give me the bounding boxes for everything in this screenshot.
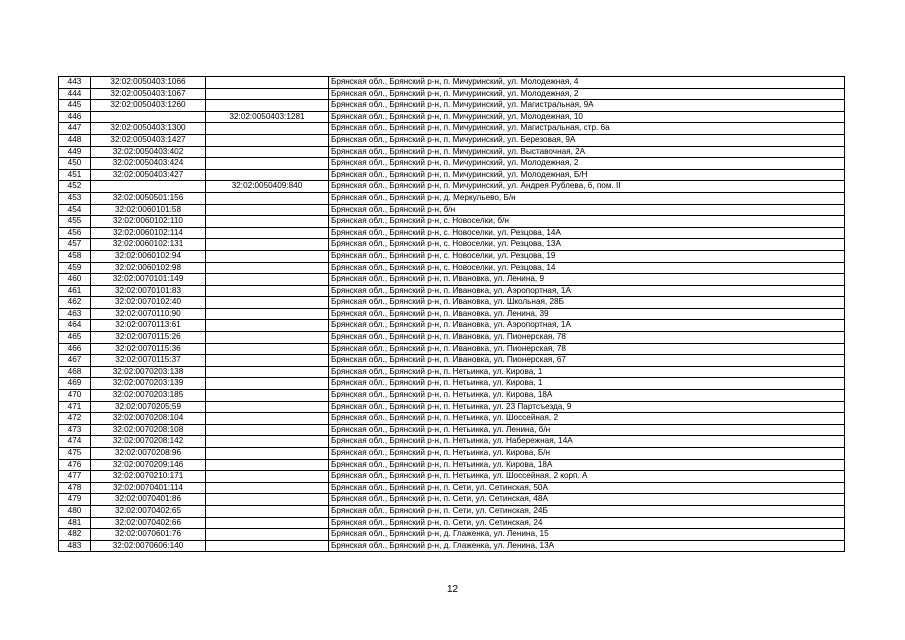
cadastral-number-cell: 32:02:0070115:37 [91, 355, 206, 367]
address-cell: Брянская обл., Брянский р-н, п. Мичуринский, ул. Молодежная, 2 [329, 158, 845, 170]
table-row [59, 123, 845, 135]
address-cell: Брянская обл., Брянский р-н, п. Ивановка, ул. Аэропортная, 1А [329, 320, 845, 332]
row-number-cell: 446 [59, 111, 91, 123]
row-number-cell: 474 [59, 436, 91, 448]
address-cell: Брянская обл., Брянский р-н, п. Мичуринский, ул. Андрея Рублева, 6, пом. II [329, 181, 845, 193]
cadastral-number-alt-cell [206, 146, 329, 158]
table-row [59, 517, 845, 529]
row-number-cell: 464 [59, 320, 91, 332]
cadastral-number-alt-cell [206, 308, 329, 320]
address-cell: Брянская обл., Брянский р-н, п. Ивановка, ул. Пионерская, 78 [329, 343, 845, 355]
cadastral-number-cell: 32:02:0050403:1300 [91, 123, 206, 135]
row-number-cell: 469 [59, 378, 91, 390]
cadastral-number-cell: 32:02:0070115:36 [91, 343, 206, 355]
address-cell: Брянская обл., Брянский р-н, п. Нетьинка, ул. Шоссейная, 2 [329, 413, 845, 425]
cadastral-number-alt-cell [206, 343, 329, 355]
cadastral-number-cell: 32:02:0070208:104 [91, 413, 206, 425]
row-number-cell: 483 [59, 540, 91, 552]
cadastral-number-alt-cell [206, 424, 329, 436]
cadastral-number-cell: 32:02:0060102:98 [91, 262, 206, 274]
address-cell: Брянская обл., Брянский р-н, п. Ивановка, ул. Ленина, 9 [329, 274, 845, 286]
cadastral-number-alt-cell [206, 192, 329, 204]
address-cell: Брянская обл., Брянский р-н, п. Мичуринский, ул. Выставочная, 2А [329, 146, 845, 158]
cadastral-number-cell: 32:02:0070401:114 [91, 482, 206, 494]
cadastral-number-cell: 32:02:0070402:65 [91, 505, 206, 517]
cadastral-number-alt-cell [206, 274, 329, 286]
table-row [59, 355, 845, 367]
cadastral-number-alt-cell [206, 332, 329, 344]
cadastral-number-alt-cell [206, 378, 329, 390]
address-cell: Брянская обл., Брянский р-н, п. Мичуринский, ул. Молодежная, 2 [329, 88, 845, 100]
cadastral-number-alt-cell [206, 540, 329, 552]
address-cell: Брянская обл., Брянский р-н, п. Сети, ул. Сетинская, 24 [329, 517, 845, 529]
address-cell: Брянская обл., Брянский р-н, с. Новоселки, б/н [329, 216, 845, 228]
cadastral-number-alt-cell [206, 413, 329, 425]
cadastral-number-alt-cell [206, 355, 329, 367]
cadastral-number-alt-cell [206, 158, 329, 170]
cadastral-number-alt-cell [206, 123, 329, 135]
address-cell: Брянская обл., Брянский р-н, д. Меркульево, Б/н [329, 192, 845, 204]
cadastral-number-alt-cell [206, 494, 329, 506]
property-table-body [59, 77, 845, 552]
cadastral-number-cell: 32:02:0070102:40 [91, 297, 206, 309]
cadastral-number-cell: 32:02:0050403:402 [91, 146, 206, 158]
cadastral-number-cell: 32:02:0050403:1067 [91, 88, 206, 100]
address-cell: Брянская обл., Брянский р-н, п. Мичуринский, ул. Молодежная, 10 [329, 111, 845, 123]
row-number-cell: 466 [59, 343, 91, 355]
table-row [59, 482, 845, 494]
cadastral-number-alt-cell [206, 88, 329, 100]
row-number-cell: 443 [59, 77, 91, 89]
table-row [59, 540, 845, 552]
table-row [59, 401, 845, 413]
cadastral-number-alt-cell [206, 320, 329, 332]
address-cell: Брянская обл., Брянский р-н, п. Нетьинка, ул. Кирова, 1 [329, 378, 845, 390]
address-cell: Брянская обл., Брянский р-н, п. Мичуринский, ул. Молодежная, Б/Н [329, 169, 845, 181]
address-cell: Брянская обл., Брянский р-н, п. Мичуринский, ул. Молодежная, 4 [329, 77, 845, 89]
cadastral-number-cell: 32:02:0070209:146 [91, 459, 206, 471]
table-row [59, 343, 845, 355]
cadastral-number-cell: 32:02:0050501:156 [91, 192, 206, 204]
table-row [59, 285, 845, 297]
cadastral-number-cell: 32:02:0050403:424 [91, 158, 206, 170]
row-number-cell: 457 [59, 239, 91, 251]
cadastral-number-cell: 32:02:0070205:59 [91, 401, 206, 413]
cadastral-number-cell: 32:02:0070606:140 [91, 540, 206, 552]
table-row [59, 250, 845, 262]
row-number-cell: 477 [59, 471, 91, 483]
table-row [59, 158, 845, 170]
address-cell: Брянская обл., Брянский р-н, п. Нетьинка, ул. Кирова, Б/н [329, 448, 845, 460]
property-table [58, 76, 845, 552]
address-cell: Брянская обл., Брянский р-н, б/н [329, 204, 845, 216]
row-number-cell: 478 [59, 482, 91, 494]
cadastral-number-cell: 32:02:0060101:58 [91, 204, 206, 216]
cadastral-number-alt-cell [206, 285, 329, 297]
cadastral-number-cell: 32:02:0070203:138 [91, 366, 206, 378]
address-cell: Брянская обл., Брянский р-н, п. Нетьинка, ул. 23 Партсъезда, 9 [329, 401, 845, 413]
table-row [59, 181, 845, 193]
table-row [59, 320, 845, 332]
table-row [59, 297, 845, 309]
cadastral-number-alt-cell [206, 482, 329, 494]
table-row [59, 77, 845, 89]
row-number-cell: 445 [59, 100, 91, 112]
address-cell: Брянская обл., Брянский р-н, п. Ивановка, ул. Школьная, 28Б [329, 297, 845, 309]
address-cell: Брянская обл., Брянский р-н, п. Сети, ул. Сетинская, 24Б [329, 505, 845, 517]
address-cell: Брянская обл., Брянский р-н, п. Ивановка, ул. Пионерская, 78 [329, 332, 845, 344]
address-cell: Брянская обл., Брянский р-н, п. Сети, ул. Сетинская, 48А [329, 494, 845, 506]
row-number-cell: 461 [59, 285, 91, 297]
table-row [59, 471, 845, 483]
row-number-cell: 482 [59, 529, 91, 541]
row-number-cell: 447 [59, 123, 91, 135]
cadastral-number-cell: 32:02:0060102:131 [91, 239, 206, 251]
table-row [59, 459, 845, 471]
cadastral-number-alt-cell [206, 297, 329, 309]
table-row [59, 424, 845, 436]
cadastral-number-alt-cell [206, 471, 329, 483]
cadastral-number-cell: 32:02:0050403:1260 [91, 100, 206, 112]
address-cell: Брянская обл., Брянский р-н, п. Мичуринский, ул. Магистральная, стр. 6а [329, 123, 845, 135]
address-cell: Брянская обл., Брянский р-н, с. Новоселки, ул. Резцова, 13А [329, 239, 845, 251]
address-cell: Брянская обл., Брянский р-н, с. Новоселки, ул. Резцова, 14А [329, 227, 845, 239]
cadastral-number-cell: 32:02:0070210:171 [91, 471, 206, 483]
page-number: 12 [446, 584, 459, 595]
row-number-cell: 454 [59, 204, 91, 216]
cadastral-number-alt-cell [206, 227, 329, 239]
address-cell: Брянская обл., Брянский р-н, п. Мичуринский, ул. Березовая, 9А [329, 134, 845, 146]
cadastral-number-alt-cell [206, 436, 329, 448]
cadastral-number-cell: 32:02:0070402:66 [91, 517, 206, 529]
row-number-cell: 481 [59, 517, 91, 529]
cadastral-number-alt-cell [206, 401, 329, 413]
cadastral-number-cell: 32:02:0050403:427 [91, 169, 206, 181]
table-row [59, 192, 845, 204]
row-number-cell: 459 [59, 262, 91, 274]
table-row [59, 366, 845, 378]
cadastral-number-alt-cell [206, 448, 329, 460]
row-number-cell: 480 [59, 505, 91, 517]
table-row [59, 262, 845, 274]
row-number-cell: 468 [59, 366, 91, 378]
row-number-cell: 456 [59, 227, 91, 239]
address-cell: Брянская обл., Брянский р-н, п. Ивановка, ул. Аэропортная, 1А [329, 285, 845, 297]
cadastral-number-alt-cell [206, 390, 329, 402]
table-row [59, 274, 845, 286]
row-number-cell: 463 [59, 308, 91, 320]
address-cell: Брянская обл., Брянский р-н, д. Глаженка, ул. Ленина, 13А [329, 540, 845, 552]
cadastral-number-cell: 32:02:0070101:83 [91, 285, 206, 297]
row-number-cell: 444 [59, 88, 91, 100]
row-number-cell: 453 [59, 192, 91, 204]
table-row [59, 436, 845, 448]
row-number-cell: 458 [59, 250, 91, 262]
address-cell: Брянская обл., Брянский р-н, п. Нетьинка, ул. Кирова, 18А [329, 459, 845, 471]
address-cell: Брянская обл., Брянский р-н, п. Нетьинка, ул. Набережная, 14А [329, 436, 845, 448]
cadastral-number-cell: 32:02:0070115:26 [91, 332, 206, 344]
table-row [59, 505, 845, 517]
cadastral-number-alt-cell [206, 134, 329, 146]
cadastral-number-cell: 32:02:0070401:86 [91, 494, 206, 506]
row-number-cell: 462 [59, 297, 91, 309]
address-cell: Брянская обл., Брянский р-н, п. Ивановка, ул. Пионерская, 67 [329, 355, 845, 367]
row-number-cell: 472 [59, 413, 91, 425]
row-number-cell: 451 [59, 169, 91, 181]
table-row [59, 308, 845, 320]
cadastral-number-alt-cell: 32:02:0050403:1281 [206, 111, 329, 123]
cadastral-number-alt-cell [206, 216, 329, 228]
address-cell: Брянская обл., Брянский р-н, п. Нетьинка, ул. Ленина, б/н [329, 424, 845, 436]
cadastral-number-cell: 32:02:0070208:108 [91, 424, 206, 436]
table-row [59, 169, 845, 181]
cadastral-number-cell: 32:02:0070203:185 [91, 390, 206, 402]
row-number-cell: 465 [59, 332, 91, 344]
row-number-cell: 476 [59, 459, 91, 471]
cadastral-number-cell: 32:02:0070113:61 [91, 320, 206, 332]
cadastral-number-alt-cell [206, 459, 329, 471]
row-number-cell: 470 [59, 390, 91, 402]
cadastral-number-alt-cell [206, 77, 329, 89]
row-number-cell: 452 [59, 181, 91, 193]
row-number-cell: 448 [59, 134, 91, 146]
cadastral-number-alt-cell [206, 204, 329, 216]
cadastral-number-alt-cell [206, 250, 329, 262]
address-cell: Брянская обл., Брянский р-н, п. Нетьинка, ул. Кирова, 18А [329, 390, 845, 402]
address-cell: Брянская обл., Брянский р-н, п. Сети, ул. Сетинская, 50А [329, 482, 845, 494]
table-row [59, 204, 845, 216]
cadastral-number-cell [91, 111, 206, 123]
row-number-cell: 460 [59, 274, 91, 286]
cadastral-number-alt-cell [206, 505, 329, 517]
cadastral-number-alt-cell [206, 366, 329, 378]
table-row [59, 88, 845, 100]
row-number-cell: 473 [59, 424, 91, 436]
cadastral-number-cell: 32:02:0060102:114 [91, 227, 206, 239]
cadastral-number-cell [91, 181, 206, 193]
cadastral-number-cell: 32:02:0050403:1066 [91, 77, 206, 89]
cadastral-number-cell: 32:02:0060102:94 [91, 250, 206, 262]
table-row [59, 390, 845, 402]
cadastral-number-cell: 32:02:0070203:139 [91, 378, 206, 390]
cadastral-number-alt-cell [206, 262, 329, 274]
table-row [59, 529, 845, 541]
cadastral-number-cell: 32:02:0070601:76 [91, 529, 206, 541]
address-cell: Брянская обл., Брянский р-н, с. Новоселки, ул. Резцова, 14 [329, 262, 845, 274]
cadastral-number-alt-cell [206, 169, 329, 181]
address-cell: Брянская обл., Брянский р-н, с. Новоселки, ул. Резцова, 19 [329, 250, 845, 262]
cadastral-number-cell: 32:02:0070208:142 [91, 436, 206, 448]
cadastral-number-cell: 32:02:0060102:110 [91, 216, 206, 228]
table-row [59, 494, 845, 506]
row-number-cell: 450 [59, 158, 91, 170]
address-cell: Брянская обл., Брянский р-н, д. Глаженка, ул. Ленина, 15 [329, 529, 845, 541]
address-cell: Брянская обл., Брянский р-н, п. Нетьинка, ул. Шоссейная, 2 корп. А [329, 471, 845, 483]
cadastral-number-alt-cell: 32:02:0050409:840 [206, 181, 329, 193]
cadastral-number-alt-cell [206, 517, 329, 529]
table-row [59, 378, 845, 390]
table-row [59, 239, 845, 251]
address-cell: Брянская обл., Брянский р-н, п. Нетьинка, ул. Кирова, 1 [329, 366, 845, 378]
cadastral-number-cell: 32:02:0070110:90 [91, 308, 206, 320]
cadastral-number-alt-cell [206, 529, 329, 541]
table-row [59, 448, 845, 460]
cadastral-number-cell: 32:02:0050403:1427 [91, 134, 206, 146]
address-cell: Брянская обл., Брянский р-н, п. Ивановка, ул. Ленина, 39 [329, 308, 845, 320]
row-number-cell: 449 [59, 146, 91, 158]
row-number-cell: 455 [59, 216, 91, 228]
table-row [59, 146, 845, 158]
row-number-cell: 479 [59, 494, 91, 506]
row-number-cell: 467 [59, 355, 91, 367]
cadastral-number-alt-cell [206, 100, 329, 112]
address-cell: Брянская обл., Брянский р-н, п. Мичуринский, ул. Магистральная, 9А [329, 100, 845, 112]
row-number-cell: 471 [59, 401, 91, 413]
cadastral-number-cell: 32:02:0070101:149 [91, 274, 206, 286]
cadastral-number-alt-cell [206, 239, 329, 251]
cadastral-number-cell: 32:02:0070208:96 [91, 448, 206, 460]
table-row [59, 100, 845, 112]
table-row [59, 227, 845, 239]
table-row [59, 134, 845, 146]
table-row [59, 413, 845, 425]
table-row [59, 111, 845, 123]
table-row [59, 332, 845, 344]
table-row [59, 216, 845, 228]
row-number-cell: 475 [59, 448, 91, 460]
